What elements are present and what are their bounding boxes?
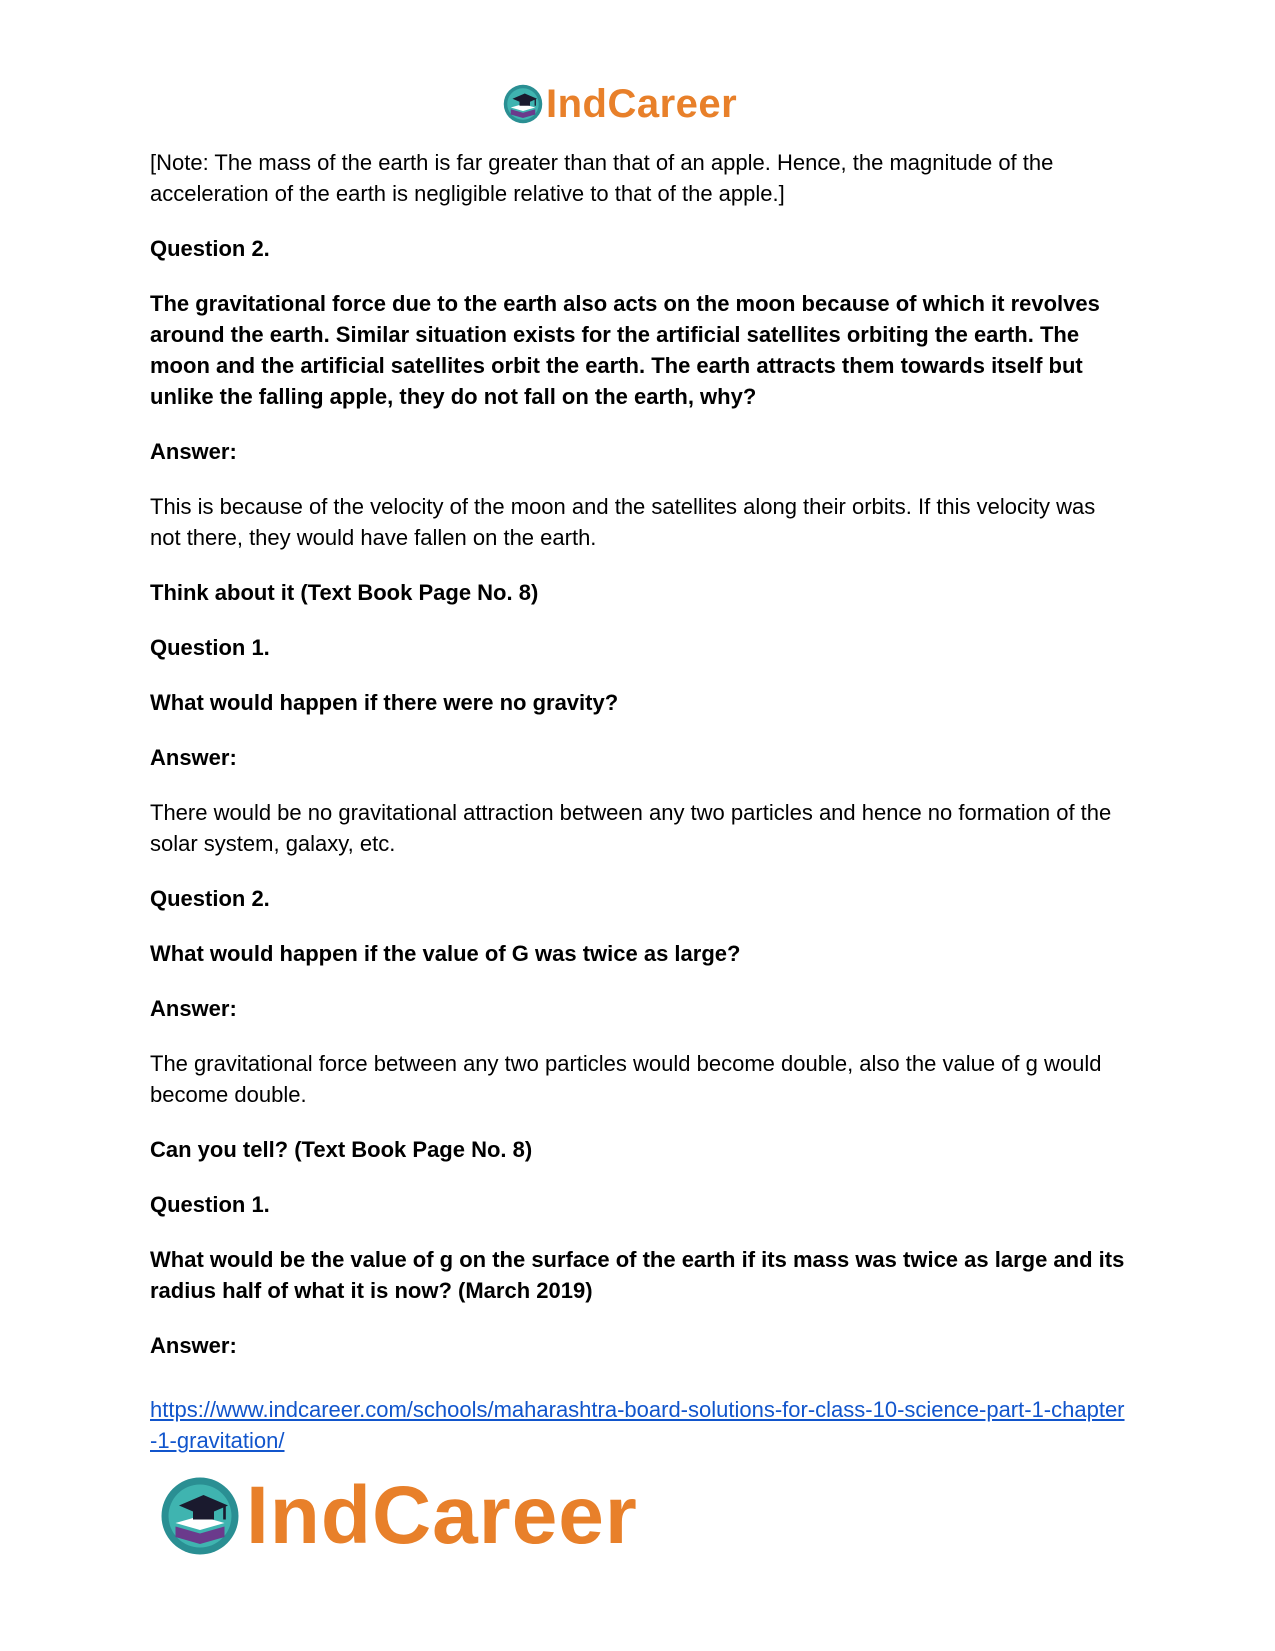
- graduation-book-emblem-icon: [502, 83, 544, 125]
- section-heading-think: Think about it (Text Book Page No. 8): [150, 580, 539, 605]
- section-heading-tell: Can you tell? (Text Book Page No. 8): [150, 1137, 533, 1162]
- answer-label: Answer:: [150, 1333, 237, 1358]
- logo-wordmark: IndCareer: [546, 82, 738, 126]
- answer-label: Answer:: [150, 996, 237, 1021]
- question-text: What would happen if there were no gravity?: [150, 690, 619, 715]
- header-logo: [502, 76, 737, 132]
- question-label: Question 2.: [150, 886, 270, 911]
- note-paragraph: [Note: The mass of the earth is far greater than that of an apple. Hence, the magnitude of the acceleration of the earth is negligible relative to that of the apple.]: [150, 150, 1054, 206]
- answer-text: The gravitational force between any two particles would become double, also the value of g would become double.: [150, 1051, 1102, 1107]
- answer-text: This is because of the velocity of the moon and the satellites along their orbits. If this velocity was not there, they would have fallen on the earth.: [150, 494, 1096, 550]
- question-text: What would happen if the value of G was twice as large?: [150, 941, 741, 966]
- footer-logo: [158, 1466, 638, 1566]
- answer-label: Answer:: [150, 745, 237, 770]
- graduation-book-emblem-icon: [158, 1474, 242, 1558]
- document-body: [150, 147, 1130, 1456]
- question-label: Question 1.: [150, 635, 270, 660]
- question-label: Question 2.: [150, 236, 270, 261]
- source-url-link[interactable]: https://www.indcareer.com/schools/maharashtra-board-solutions-for-class-10-science-part-1-chapter-1-gravitation/: [150, 1397, 1125, 1453]
- question-label: Question 1.: [150, 1192, 270, 1217]
- question-text: What would be the value of g on the surface of the earth if its mass was twice as large and its radius half of what it is now? (March 2019): [150, 1247, 1125, 1303]
- answer-label: Answer:: [150, 439, 237, 464]
- question-text: The gravitational force due to the earth also acts on the moon because of which it revolves around the earth. Similar situation exists for the artificial satellites orbiting the earth. The moon and the artificial satellites orbit the earth. The earth attracts them towards itself but unlike the falling apple, they do not fall on the earth, why?: [150, 291, 1100, 409]
- logo-wordmark: IndCareer: [246, 1470, 638, 1561]
- answer-text: There would be no gravitational attraction between any two particles and hence no formation of the solar system, galaxy, etc.: [150, 800, 1112, 856]
